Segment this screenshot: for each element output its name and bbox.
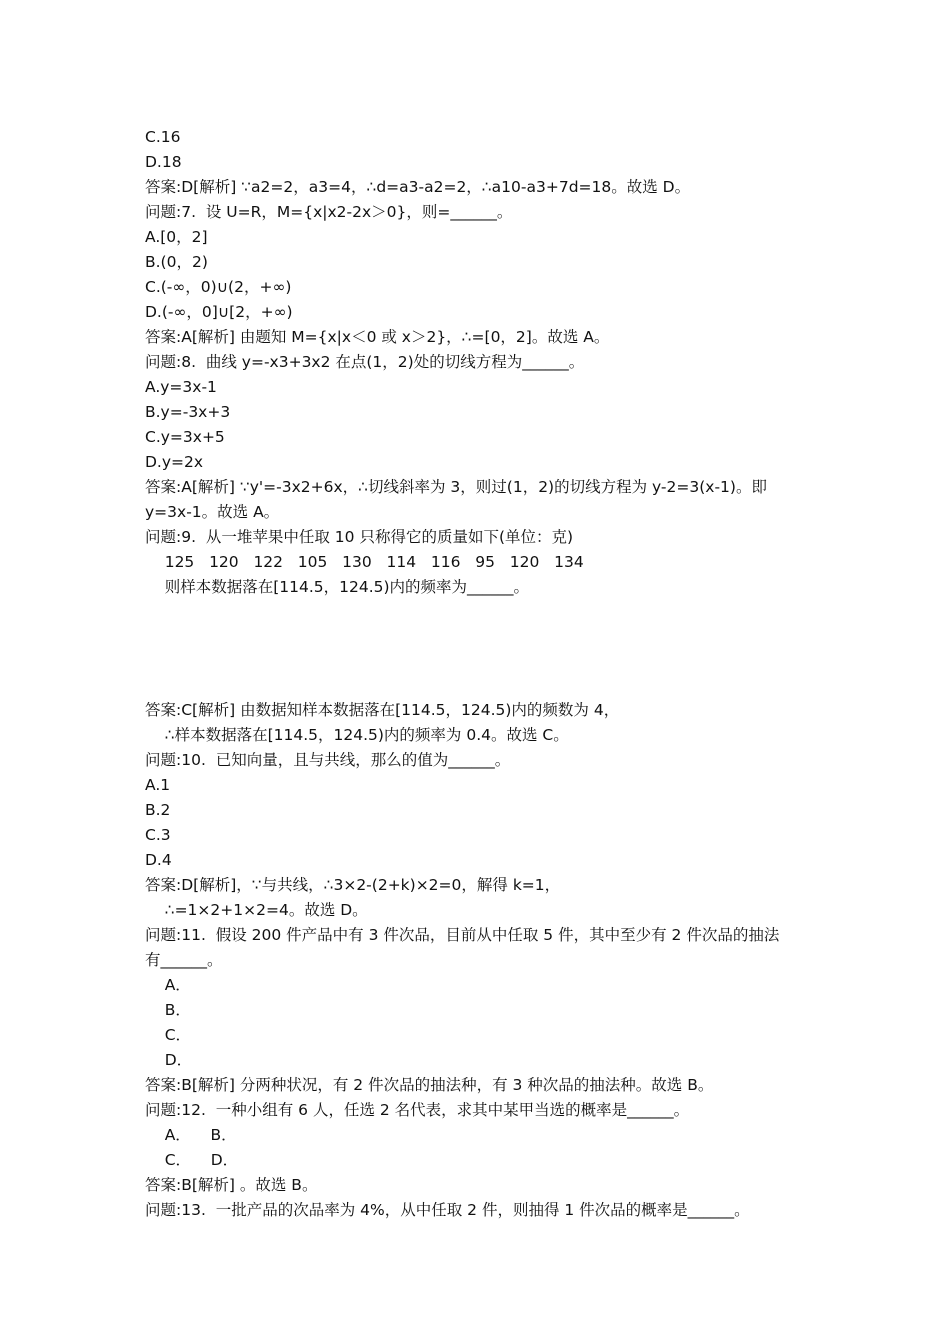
q11-option-d: D． xyxy=(145,1051,193,1069)
q9-prompt: 则样本数据落在[114.5，124.5)内的频率为______。 xyxy=(145,578,530,596)
q9-data-row: 125 120 122 105 130 114 116 95 120 134 xyxy=(145,553,584,571)
q7-option-c: C.(-∞，0)∪(2，+∞) xyxy=(145,278,292,296)
question-9: 问题:9. 从一堆苹果中任取 10 只称得它的质量如下(单位：克) xyxy=(145,528,574,546)
answer-6: 答案:D[解析] ∵a2=2，a3=4，∴d=a3-a2=2，∴a10-a3+7d=18。故选 D。 xyxy=(145,178,691,196)
q11-option-a: A． xyxy=(145,976,191,994)
option-c: C.16 xyxy=(145,128,181,146)
answer-9-continued: ∴样本数据落在[114.5，124.5)内的频率为 0.4。故选 C。 xyxy=(145,726,569,744)
q10-option-d: D.4 xyxy=(145,851,172,869)
answer-10: 答案:D[解析]，∵与共线，∴3×2-(2+k)×2=0，解得 k=1， xyxy=(145,876,561,894)
option-d: D.18 xyxy=(145,153,182,171)
q7-option-a: A.[0，2] xyxy=(145,228,208,246)
q8-option-b: B.y=-3x+3 xyxy=(145,403,231,421)
question-8: 问题:8. 曲线 y=-x3+3x2 在点(1，2)处的切线方程为______。 xyxy=(145,353,585,371)
q8-option-c: C.y=3x+5 xyxy=(145,428,225,446)
q10-option-a: A.1 xyxy=(145,776,171,794)
q7-option-b: B.(0，2) xyxy=(145,253,208,271)
q12-options-ab: A． B． xyxy=(145,1126,237,1144)
q8-option-a: A.y=3x-1 xyxy=(145,378,217,396)
q10-option-c: C.3 xyxy=(145,826,171,844)
answer-8-continued: y=3x-1。故选 A。 xyxy=(145,503,280,521)
question-11: 问题:11. 假设 200 件产品中有 3 件次品，目前从中任取 5 件，其中至少有 2 件次品的抽法 xyxy=(145,926,780,944)
question-11-continued: 有______。 xyxy=(145,951,223,969)
question-12: 问题:12. 一种小组有 6 人，任选 2 名代表，求其中某甲当选的概率是______。 xyxy=(145,1101,690,1119)
answer-12: 答案:B[解析] 。故选 B。 xyxy=(145,1176,318,1194)
q8-option-d: D.y=2x xyxy=(145,453,204,471)
question-13: 问题:13. 一批产品的次品率为 4%，从中任取 2 件，则抽得 1 件次品的概率是______。 xyxy=(145,1201,750,1219)
answer-11: 答案:B[解析] 分两种状况，有 2 件次品的抽法种，有 3 种次品的抽法种。故选 B。 xyxy=(145,1076,714,1094)
q12-options-cd: C． D． xyxy=(145,1151,239,1169)
answer-7: 答案:A[解析] 由题知 M={x|x＜0 或 x＞2}，∴=[0，2]。故选 A。 xyxy=(145,328,610,346)
q7-option-d: D.(-∞，0]∪[2，+∞) xyxy=(145,303,293,321)
q10-option-b: B.2 xyxy=(145,801,171,819)
q11-option-b: B． xyxy=(145,1001,191,1019)
answer-9: 答案:C[解析] 由数据知样本数据落在[114.5，124.5)内的频数为 4， xyxy=(145,701,620,719)
answer-10-continued: ∴=1×2+1×2=4。故选 D。 xyxy=(145,901,368,919)
q11-option-c: C． xyxy=(145,1026,192,1044)
answer-8: 答案:A[解析] ∵y'=-3x2+6x，∴切线斜率为 3，则过(1，2)的切线方程为 y-2=3(x-1)。即 xyxy=(145,478,767,496)
question-10: 问题:10. 已知向量，且与共线，那么的值为______。 xyxy=(145,751,511,769)
question-7: 问题:7. 设 U=R，M={x|x2-2x＞0}，则=______。 xyxy=(145,203,513,221)
